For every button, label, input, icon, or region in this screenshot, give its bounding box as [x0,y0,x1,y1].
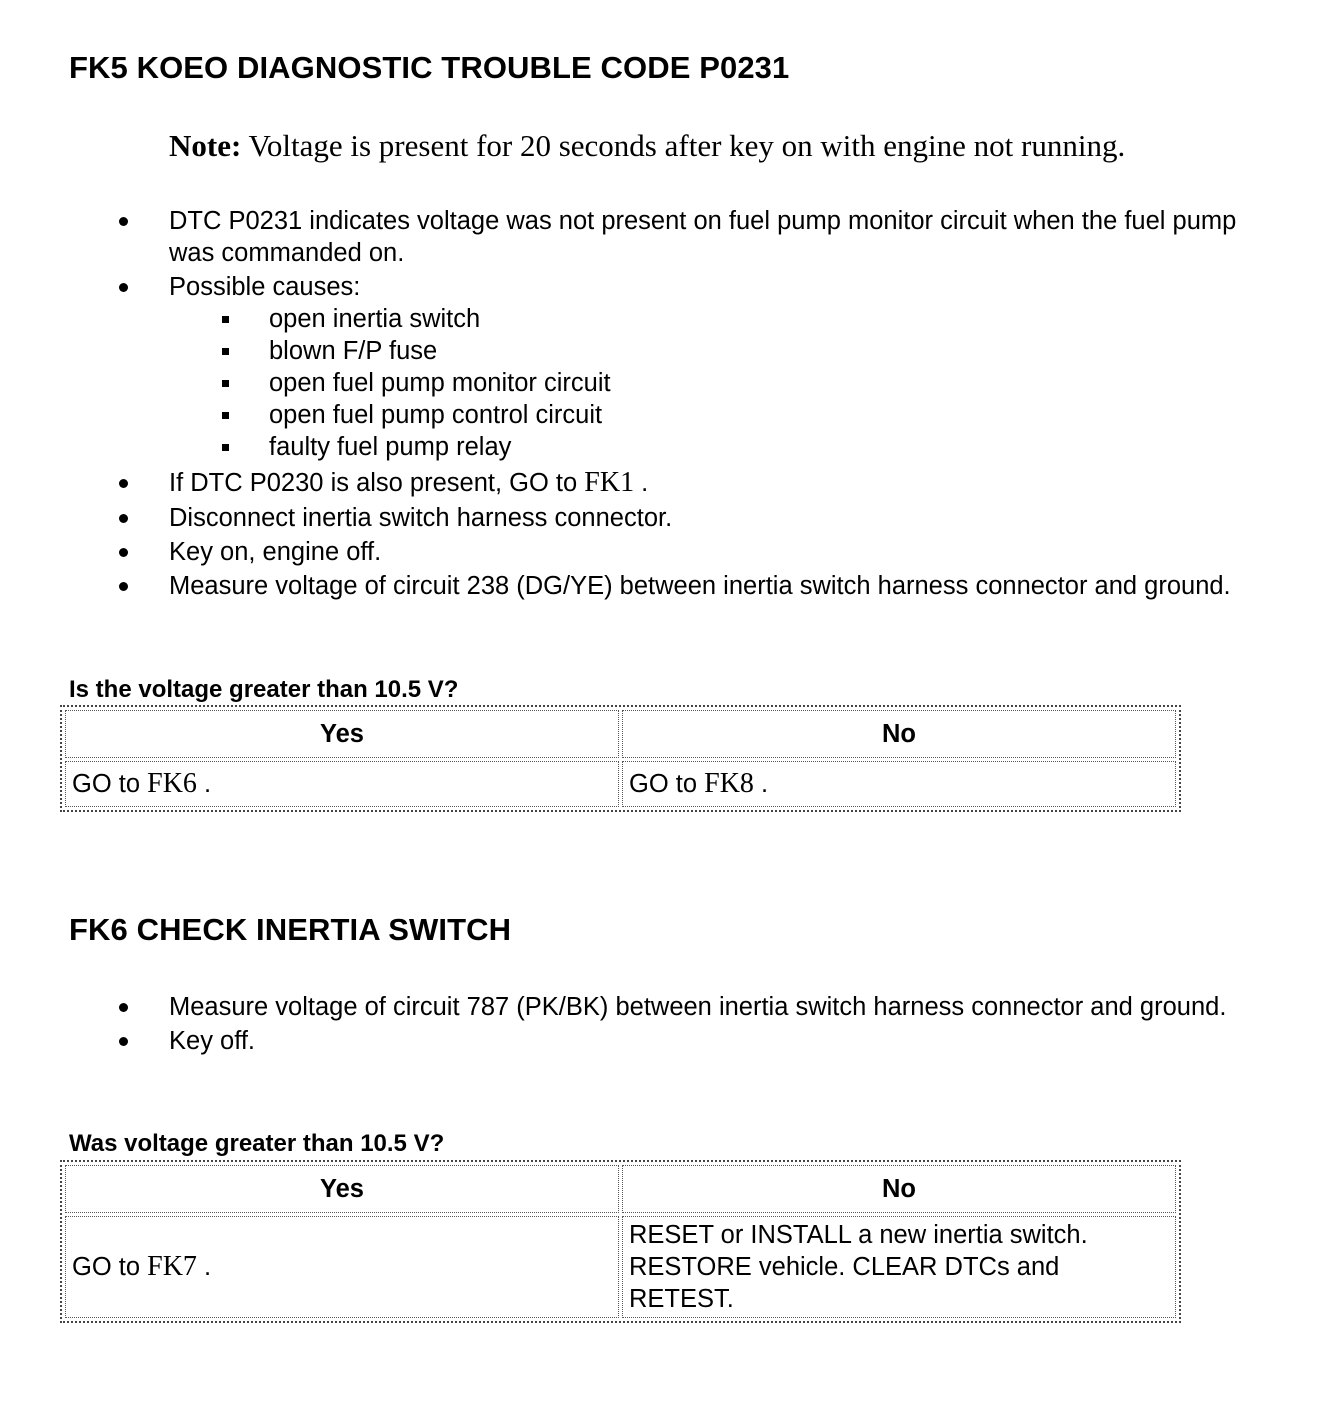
bullet-dot-icon [119,217,128,226]
square-bullet-icon [222,412,229,419]
bullet-dot-icon [119,582,128,591]
list-item [0,991,1328,1023]
bullet-text: Key on, engine off. [169,538,382,566]
note-text: Voltage is present for 20 seconds after key on with engine not running. [248,128,1126,163]
bullet-dot-icon [119,479,128,488]
fk5-bullet-list [0,205,1328,602]
cell-text: GO to [72,1253,141,1281]
square-bullet-icon [222,380,229,387]
cause-text: open fuel pump monitor circuit [269,369,611,397]
list-item [0,271,1328,463]
bullet-text: Key off. [169,1027,256,1055]
bullet-dot-icon [119,283,128,292]
bullet-dot-icon [119,1037,128,1046]
cell-text: GO to [72,770,141,798]
cause-item [169,303,1268,335]
yes-header: Yes [65,710,619,758]
section-title-fk5: FK5 KOEO DIAGNOSTIC TROUBLE CODE P0231 [69,50,790,85]
decision-table-fk5 [60,705,1181,812]
bullet-dot-icon [119,514,128,523]
cause-text: faulty fuel pump relay [269,433,512,461]
fk6-link[interactable]: FK6 [147,768,197,799]
list-item [0,570,1328,602]
no-cell: RESET or INSTALL a new inertia switch. RESTORE vehicle. CLEAR DTCs and RETEST. [622,1216,1176,1318]
cell-suffix: . [761,770,769,798]
no-header: No [622,710,1176,758]
square-bullet-icon [222,348,229,355]
bullet-text: DTC P0231 indicates voltage was not present on fuel pump monitor circuit when the fuel pump was commanded on. [169,207,1237,267]
list-item [0,502,1328,534]
bullet-dot-icon [119,1003,128,1012]
question-fk5: Is the voltage greater than 10.5 V? [69,676,459,703]
cause-item [169,335,1268,367]
fk7-link[interactable]: FK7 [147,1251,197,1282]
square-bullet-icon [222,444,229,451]
cause-text: open inertia switch [269,305,481,333]
bullet-text: Measure voltage of circuit 238 (DG/YE) between inertia switch harness connector and ground. [169,572,1231,600]
list-item [0,1025,1328,1057]
cause-item [169,367,1268,399]
section-title-fk6: FK6 CHECK INERTIA SWITCH [69,912,512,947]
bullet-dot-icon [119,548,128,557]
no-header: No [622,1165,1176,1213]
note-label: Note: [169,128,242,163]
cause-item [169,431,1268,463]
square-bullet-icon [222,316,229,323]
bullet-text: If DTC P0230 is also present, GO to [169,469,578,497]
list-item [0,536,1328,568]
bullet-text: Measure voltage of circuit 787 (PK/BK) between inertia switch harness connector and ground. [169,993,1227,1021]
no-cell [622,761,1176,807]
cause-text: blown F/P fuse [269,337,438,365]
bullet-suffix: . [641,469,649,497]
fk6-bullet-list [0,991,1328,1057]
yes-cell [65,1216,619,1318]
yes-header: Yes [65,1165,619,1213]
yes-cell [65,761,619,807]
fk8-link[interactable]: FK8 [704,768,754,799]
question-fk6: Was voltage greater than 10.5 V? [69,1130,445,1157]
note [169,126,1125,166]
bullet-text: Possible causes: [169,273,361,301]
cell-suffix: . [204,1253,212,1281]
decision-table-fk6 [60,1160,1181,1323]
bullet-text: Disconnect inertia switch harness connector. [169,504,673,532]
cause-text: open fuel pump control circuit [269,401,603,429]
possible-causes-list [169,303,1268,463]
fk1-link[interactable]: FK1 [584,467,635,498]
cell-suffix: . [204,770,212,798]
list-item [0,467,1328,499]
list-item [0,205,1328,269]
cause-item [169,399,1268,431]
cell-text: GO to [629,770,698,798]
